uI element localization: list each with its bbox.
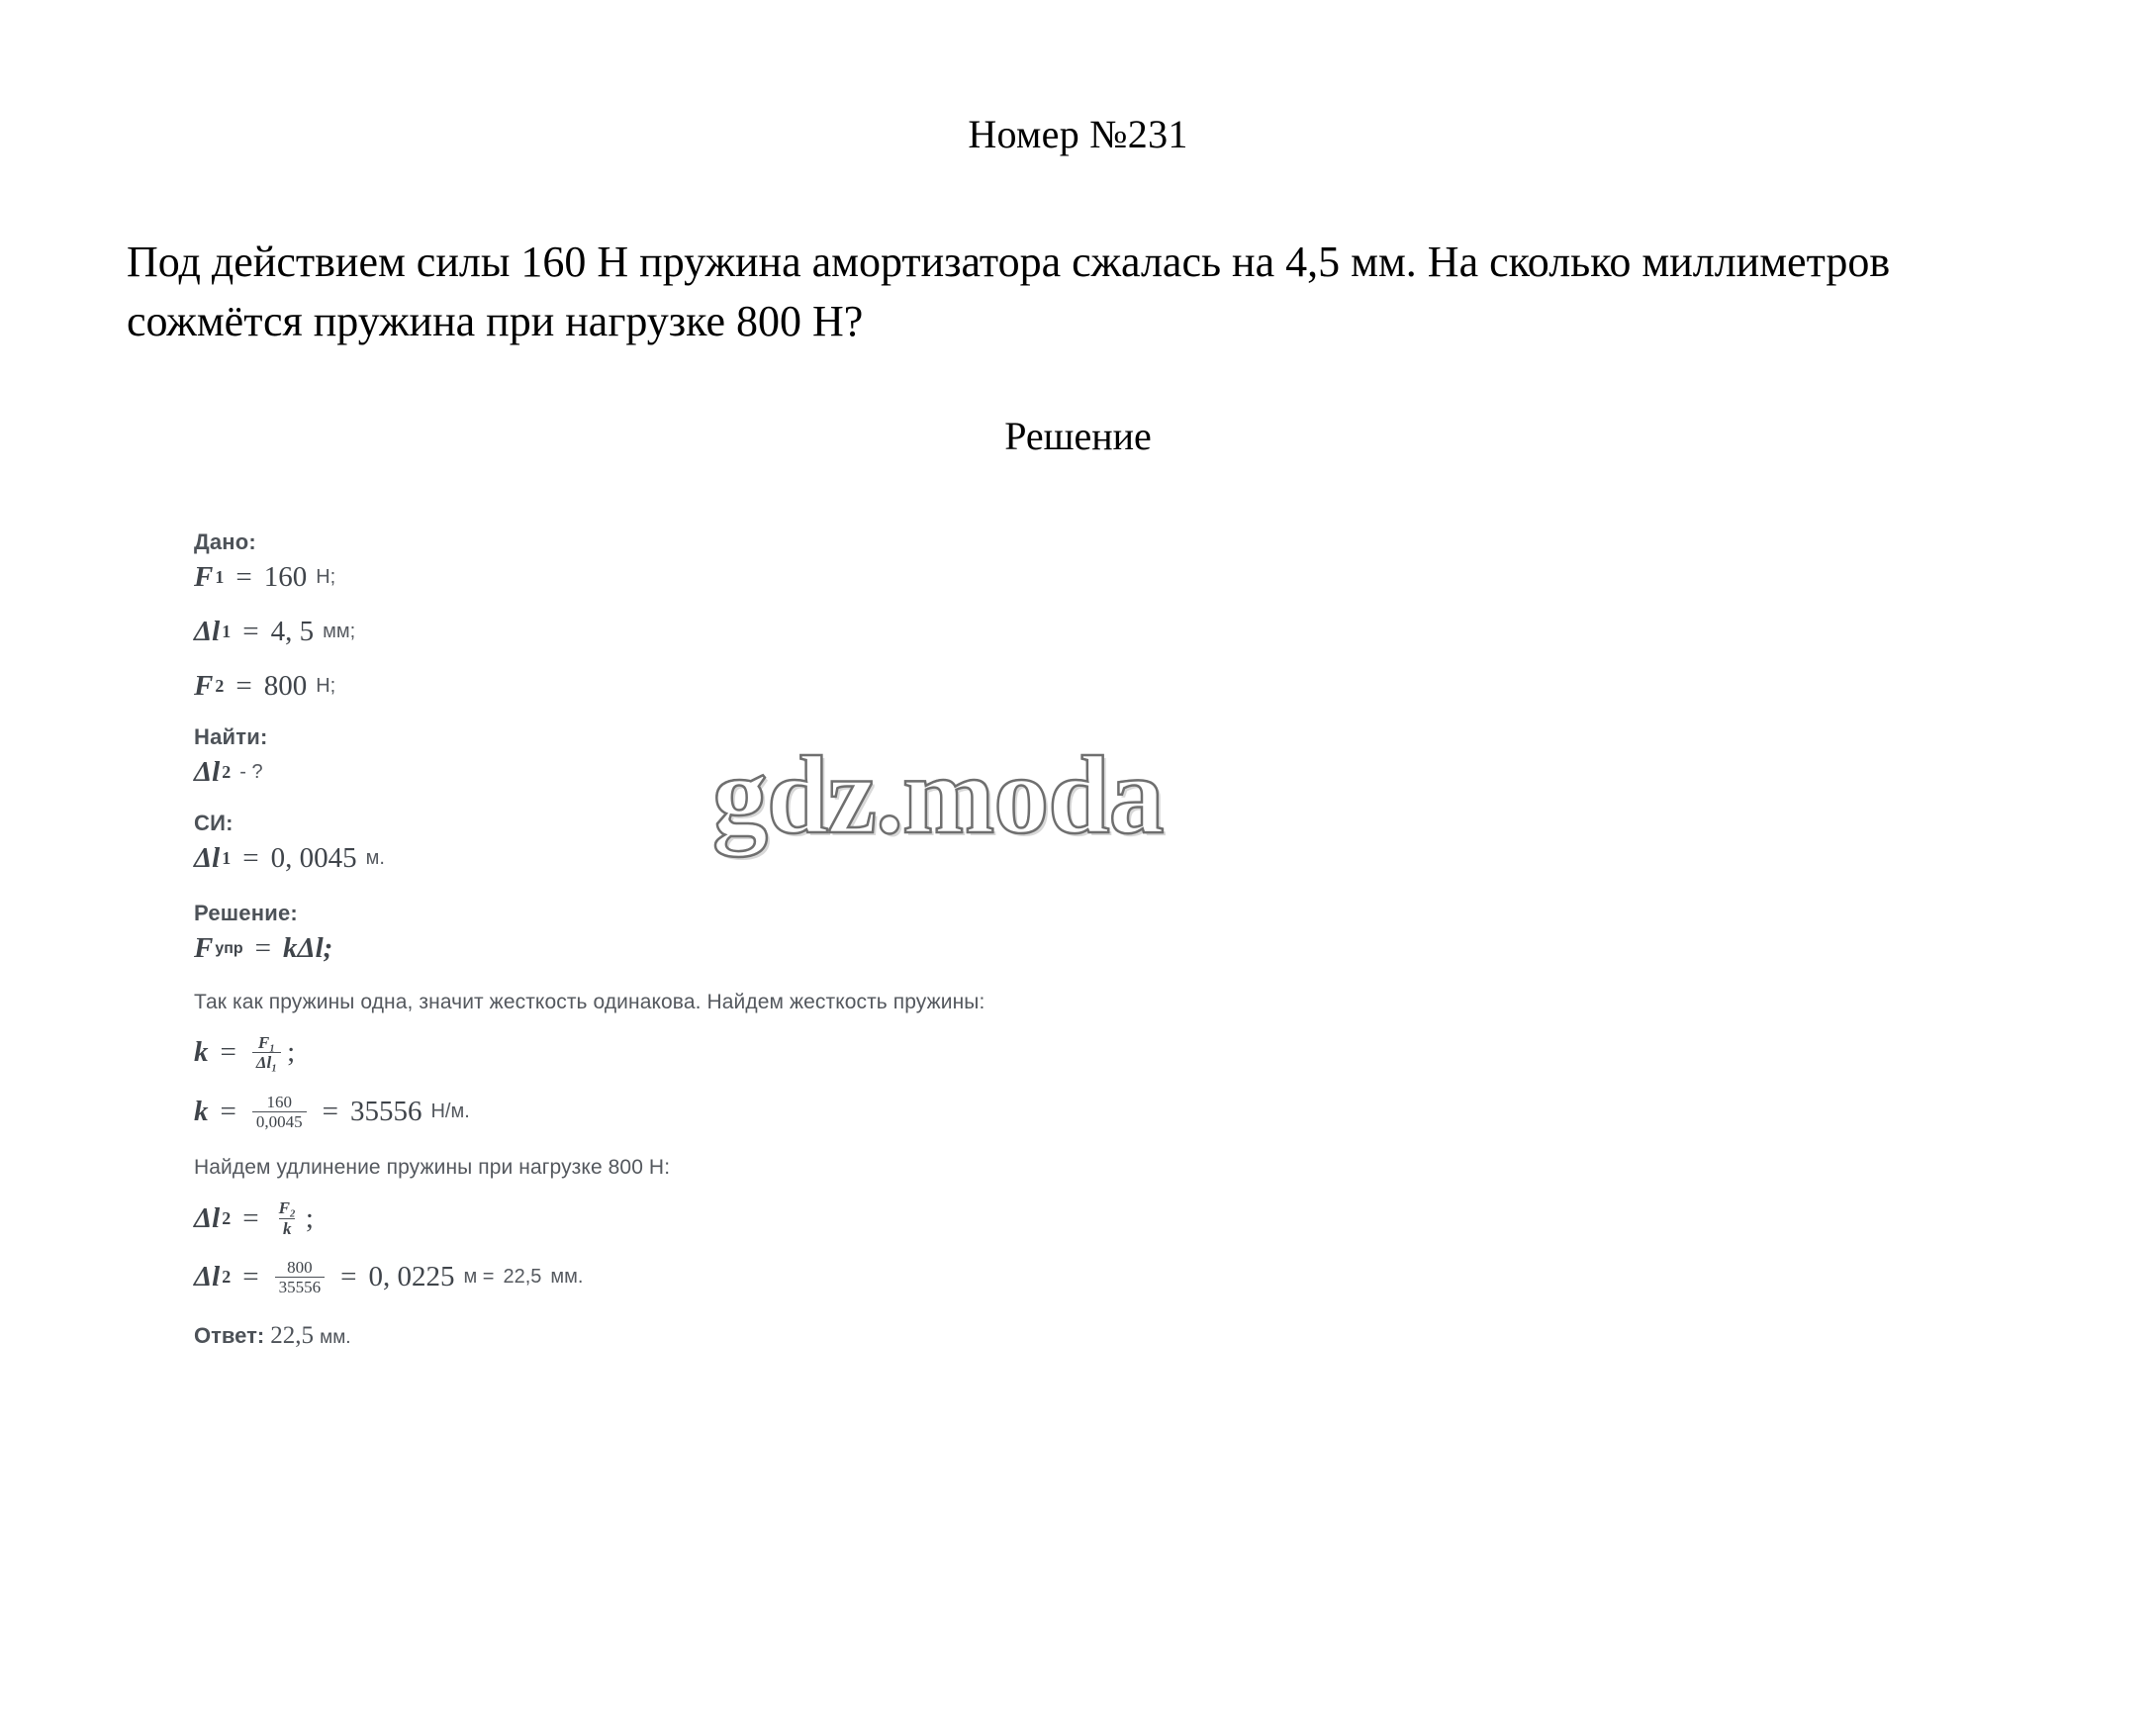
- given-dl1-value: 4, 5: [270, 616, 315, 647]
- si-unit: м.: [365, 847, 385, 869]
- si-symbol: Δl: [194, 842, 221, 874]
- given-item-dl1: [194, 616, 1431, 648]
- extension-value-index: 2: [222, 1267, 232, 1288]
- extension-value-symbol: Δl: [194, 1261, 221, 1293]
- extension-value-line: [194, 1259, 1431, 1296]
- given-dl1-symbol: Δl: [194, 616, 221, 647]
- si-expression: [194, 842, 1431, 875]
- extension-denominator: k: [279, 1218, 296, 1237]
- answer-label: Ответ:: [194, 1322, 265, 1348]
- given-f2-symbol: F: [194, 670, 214, 702]
- given-f1-symbol: F: [194, 561, 214, 593]
- extension-formula: [194, 1199, 1431, 1237]
- si-label: СИ:: [194, 811, 234, 835]
- answer-value: 22,5: [270, 1321, 315, 1349]
- si-eq: =: [242, 842, 259, 874]
- extension-value-fraction: [275, 1259, 326, 1296]
- answer-line: [194, 1322, 1431, 1350]
- extension-value-unit-mm: мм.: [550, 1266, 584, 1289]
- hooke-index: упр: [215, 939, 243, 957]
- problem-statement: Под действием силы 160 Н пружина амортизатора сжалась на 4,5 мм. На сколько миллиметров сожмётся пружина при нагрузке 800 Н?: [127, 238, 1891, 345]
- stiffness-value-fraction: [252, 1094, 307, 1131]
- stiffness-eq: =: [220, 1036, 236, 1069]
- answer-unit: мм.: [320, 1326, 351, 1348]
- given-f2-eq: =: [235, 670, 252, 702]
- stiffness-value-result: 35556: [349, 1095, 422, 1127]
- given-f2-index: 2: [215, 676, 225, 696]
- given-f2-value: 800: [263, 670, 308, 702]
- given-f1-index: 1: [215, 567, 225, 587]
- extension-eq: =: [242, 1201, 259, 1234]
- find-index: 2: [222, 762, 232, 782]
- given-dl1-index: 1: [222, 622, 232, 641]
- extension-tail: ;: [305, 1201, 314, 1234]
- given-f1-unit: Н;: [316, 566, 336, 588]
- stiffness-formula: [194, 1034, 1431, 1072]
- stiffness-value-denominator: 0,0045: [252, 1111, 307, 1130]
- extension-value-result: 0, 0225: [368, 1261, 455, 1293]
- solution-label: Решение:: [194, 901, 298, 925]
- given-dl1-unit: мм;: [323, 621, 356, 642]
- given-item-f2: [194, 670, 1431, 703]
- solution-body: [194, 529, 1431, 1350]
- hooke-symbol: F: [194, 932, 214, 964]
- extension-index: 2: [222, 1207, 232, 1228]
- stiffness-numerator: F₁: [257, 1033, 276, 1052]
- extension-symbol: Δl: [194, 1201, 221, 1234]
- given-label: Дано:: [194, 529, 256, 554]
- note-extension: Найдем удлинение пружины при нагрузке 800 Н:: [194, 1156, 671, 1180]
- hooke-eq: =: [254, 932, 271, 964]
- si-index: 1: [222, 848, 232, 868]
- stiffness-value-symbol: k: [194, 1095, 209, 1127]
- extension-value-mm: 22,5: [503, 1266, 542, 1289]
- given-f1-eq: =: [235, 561, 252, 593]
- find-expression: [194, 756, 1431, 789]
- hooke-expr: kΔl;: [282, 932, 333, 964]
- find-label: Найти:: [194, 724, 268, 749]
- given-f1-value: 160: [263, 561, 308, 593]
- find-symbol: Δl: [194, 756, 221, 788]
- extension-value-numerator: 800: [287, 1257, 313, 1277]
- stiffness-value-unit: Н/м.: [430, 1100, 470, 1122]
- watermark: gdz.moda: [712, 734, 1164, 857]
- extension-value-unit-m: м =: [463, 1266, 495, 1289]
- given-f2-unit: Н;: [316, 675, 336, 697]
- extension-value-denominator: 35556: [275, 1277, 326, 1295]
- si-value: 0, 0045: [270, 842, 357, 874]
- hooke-formula: [194, 932, 1431, 965]
- stiffness-tail: ;: [287, 1036, 296, 1069]
- stiffness-fraction: [252, 1034, 281, 1072]
- stiffness-symbol: k: [194, 1036, 209, 1069]
- given-dl1-eq: =: [242, 616, 259, 647]
- note-stiffness: Так как пружины одна, значит жесткость одинакова. Найдем жесткость пружины:: [194, 991, 985, 1013]
- stiffness-value-numerator: 160: [266, 1092, 292, 1111]
- stiffness-value-eq: =: [220, 1095, 236, 1127]
- stiffness-value-line: [194, 1094, 1431, 1131]
- extension-value-eq: =: [242, 1261, 259, 1293]
- find-question: - ?: [239, 761, 263, 783]
- given-item-f1: [194, 561, 1431, 594]
- extension-fraction: [275, 1199, 300, 1237]
- solution-heading: Решение: [1004, 413, 1152, 458]
- extension-value-eq2: =: [340, 1261, 357, 1293]
- page-title: Номер №231: [968, 112, 1188, 156]
- stiffness-value-eq2: =: [322, 1095, 338, 1127]
- stiffness-denominator: Δl₁: [252, 1052, 281, 1071]
- extension-numerator: F₂: [278, 1198, 296, 1218]
